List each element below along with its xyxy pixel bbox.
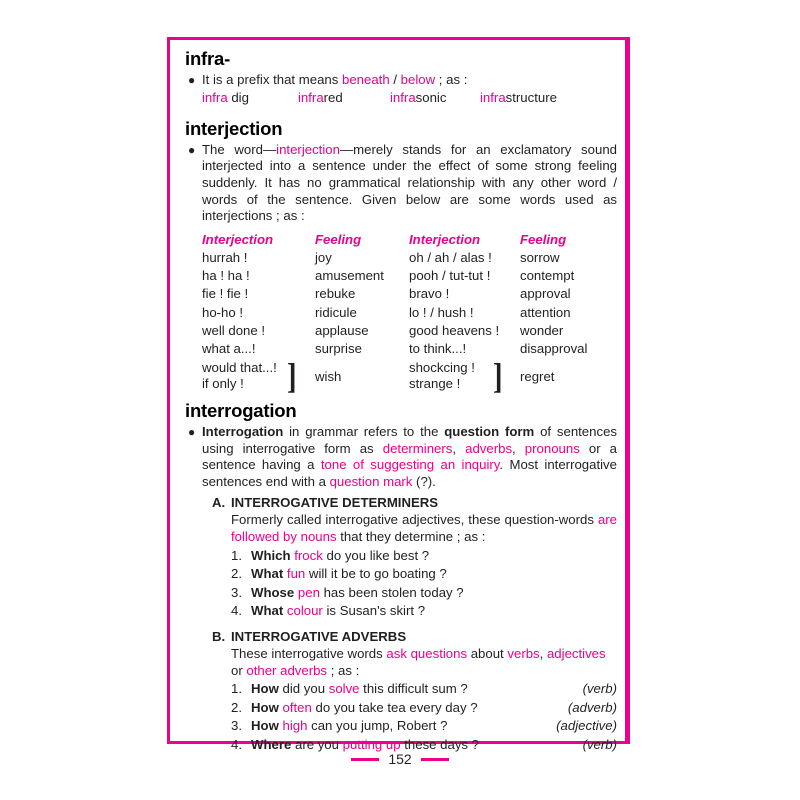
infra-example-3-prefix: infra — [390, 90, 416, 106]
example-highlight: putting up — [342, 736, 401, 752]
infra-example-4 — [480, 89, 557, 106]
subsection-a-intro-highlight: are followed by nouns — [231, 512, 617, 544]
example-note: (adjective) — [556, 718, 617, 734]
example-item — [231, 699, 617, 718]
example-text — [251, 699, 533, 718]
subsection-b-intro — [231, 646, 617, 679]
example-item — [231, 717, 617, 736]
footer-dash-left-icon — [351, 758, 379, 761]
example-item — [231, 547, 617, 566]
column-header-feeling-left: Feeling — [315, 231, 362, 247]
column-header-interjection-right: Interjection — [409, 231, 481, 247]
page-border-frame — [167, 37, 630, 752]
interrogation-t8: , — [512, 440, 525, 456]
subsection-a-letter: A. — [212, 495, 226, 511]
column-header-feeling-right: Feeling — [520, 231, 567, 247]
subsection-b-examples — [231, 680, 617, 754]
interrogation-t6: , — [452, 440, 466, 456]
example-rest: has been stolen today ? — [323, 584, 464, 600]
example-keyword: What — [251, 603, 284, 619]
subsection-a-examples — [231, 547, 617, 621]
example-number: 2. — [231, 566, 242, 582]
subsection-a-intro-3: that they determine ; as : — [336, 529, 486, 544]
infra-example-4-rest: structure — [505, 90, 557, 106]
interjection-term: bravo ! — [409, 286, 450, 302]
example-keyword: What — [251, 566, 284, 582]
interrogation-question-form: question form — [444, 424, 535, 440]
example-rest: this difficult sum ? — [359, 681, 468, 697]
example-rest: can you jump, Robert ? — [307, 718, 448, 734]
interjection-column-left-feelings — [315, 230, 409, 392]
example-number: 1. — [231, 681, 242, 697]
interjection-keyword: interjection — [276, 141, 340, 157]
subsection-b-intro-1: These interrogative words — [231, 645, 387, 661]
infra-tail: ; as : — [435, 71, 468, 87]
infra-example-3-rest: sonic — [415, 90, 447, 106]
subsection-b-verbs: verbs — [507, 645, 540, 661]
interrogation-t10: or a sentence having a — [202, 440, 618, 473]
subsection-a-title-row — [212, 494, 617, 512]
feeling-term: applause — [315, 322, 369, 338]
example-mid: are you — [294, 736, 343, 752]
feeling-term: ridicule — [315, 304, 357, 320]
interrogation-pronouns: pronouns — [524, 440, 580, 456]
example-note: (verb) — [582, 681, 617, 697]
interjection-bullet-row — [185, 142, 617, 225]
feeling-term: contempt — [520, 267, 575, 283]
heading-interjection: interjection — [185, 118, 283, 140]
feeling-term: disapproval — [520, 341, 588, 357]
example-keyword: How — [251, 699, 279, 715]
subsection-a — [212, 494, 617, 621]
interjection-term: fie ! fie ! — [202, 286, 249, 302]
bullet-dot-icon: ● — [188, 142, 196, 157]
example-keyword: Whose — [251, 584, 295, 600]
interjection-term: ho-ho ! — [202, 304, 244, 320]
example-keyword: Which — [251, 547, 291, 563]
interjection-term: what a...! — [202, 341, 256, 357]
group-brace-icon: ] — [287, 357, 297, 397]
interrogation-question-mark: question mark — [329, 473, 413, 489]
subsection-b-letter: B. — [212, 628, 226, 644]
subsection-b-title: INTERROGATIVE ADVERBS — [231, 628, 407, 644]
feeling-term: attention — [520, 304, 571, 320]
interjection-para-part2: —merely stands for an exclamatory sound interjected into a sentence under the effect of some strong feeling suddenly. It has no grammatical relationship with any other word / words of the sentence. Given below are some words used as interjections ; as : — [202, 141, 617, 224]
bullet-dot-icon: ● — [188, 72, 196, 87]
interrogation-tone-phrase: tone of suggesting an inquiry — [320, 457, 500, 473]
feeling-term-grouped: regret — [520, 369, 555, 385]
subsection-b-intro-5: , — [539, 645, 547, 661]
interjection-term: hurrah ! — [202, 249, 248, 265]
page-content — [185, 48, 617, 755]
example-number: 3. — [231, 718, 242, 734]
subsection-b-adjectives: adjectives — [546, 645, 606, 661]
example-keyword: How — [251, 718, 279, 734]
subsection-a-intro — [231, 512, 617, 545]
feeling-term-grouped: wish — [315, 369, 342, 385]
example-note: (adverb) — [567, 699, 617, 715]
interjection-table — [202, 230, 617, 397]
example-item — [231, 565, 617, 584]
example-item — [231, 602, 617, 621]
subsection-b-intro-9: ; as : — [327, 662, 360, 678]
subsection-a-title: INTERROGATIVE DETERMINERS — [231, 495, 439, 511]
example-mid: did you — [282, 681, 329, 697]
page-number: 152 — [388, 751, 412, 767]
heading-infra: infra- — [185, 48, 231, 69]
example-highlight: solve — [328, 681, 360, 697]
example-highlight: fun — [286, 566, 306, 582]
infra-sep: / — [389, 71, 401, 87]
example-highlight: frock — [294, 547, 323, 563]
subsection-b-ask-questions: ask questions — [386, 645, 468, 661]
interjection-column-left-terms — [202, 230, 315, 397]
example-keyword: How — [251, 681, 279, 697]
interrogation-t14: (?). — [412, 473, 436, 489]
infra-bullet-row — [185, 72, 617, 89]
example-rest: these days ? — [400, 736, 480, 752]
example-highlight: high — [282, 718, 308, 734]
infra-example-1-prefix: infra — [202, 90, 228, 106]
example-number: 2. — [231, 699, 242, 715]
infra-term-beneath: beneath — [342, 71, 390, 87]
example-text — [251, 547, 617, 566]
example-item — [231, 584, 617, 603]
interjection-para-part1: The word— — [202, 141, 277, 157]
feeling-term: rebuke — [315, 286, 356, 302]
example-number: 3. — [231, 584, 242, 600]
infra-example-2 — [298, 89, 390, 106]
infra-example-2-rest: red — [323, 90, 343, 106]
subsection-b-intro-3: about — [467, 645, 508, 661]
interrogation-bullet-row — [185, 424, 617, 490]
interjection-term: lo ! / hush ! — [409, 304, 474, 320]
heading-interrogation: interrogation — [185, 400, 297, 422]
example-keyword: Where — [251, 736, 292, 752]
subsection-b — [212, 628, 617, 755]
bullet-dot-icon: ● — [188, 425, 196, 440]
interjection-term: oh / ah / alas ! — [409, 249, 492, 265]
feeling-term: joy — [315, 249, 332, 265]
example-rest: do you take tea every day ? — [311, 699, 478, 715]
feeling-term: wonder — [520, 322, 564, 338]
footer-dash-right-icon — [421, 758, 449, 761]
example-number: 1. — [231, 547, 242, 563]
infra-bullet-text — [202, 72, 617, 89]
example-highlight: often — [282, 699, 312, 715]
interjection-term: to think...! — [409, 341, 467, 357]
feeling-term: sorrow — [520, 249, 560, 265]
interrogation-t2: in grammar refers to the — [283, 424, 445, 440]
infra-example-1 — [202, 89, 298, 106]
interjection-column-right-terms — [409, 230, 520, 397]
infra-example-4-prefix: infra — [480, 90, 506, 106]
interrogation-adverbs: adverbs — [465, 440, 513, 456]
group-brace-icon: ] — [493, 357, 503, 397]
example-text — [251, 584, 617, 603]
subsection-b-title-row — [212, 628, 617, 646]
example-number: 4. — [231, 603, 242, 619]
interjection-term: good heavens ! — [409, 322, 500, 338]
interjection-term-grouped: shockcing ! — [409, 360, 475, 376]
infra-examples-row — [202, 89, 617, 106]
interrogation-term: Interrogation — [202, 424, 284, 440]
infra-term-below: below — [400, 71, 436, 87]
interjection-paragraph — [202, 142, 617, 225]
interjection-term-grouped: would that...! — [202, 360, 277, 376]
subsection-a-intro-1: Formerly called interrogative adjectives, these question-words — [231, 512, 598, 528]
example-text — [251, 602, 617, 621]
example-rest: is Susan's skirt ? — [326, 603, 426, 619]
example-text — [251, 717, 533, 736]
infra-example-3 — [390, 89, 480, 106]
infra-lead: It is a prefix that means — [202, 71, 342, 87]
interjection-term-grouped: if only ! — [202, 375, 244, 391]
interjection-table-columns — [202, 230, 617, 397]
example-text — [251, 565, 617, 584]
interrogation-determiners: determiners — [382, 440, 453, 456]
example-highlight: pen — [297, 584, 320, 600]
interrogation-t12: . Most interrogative sentences end with a — [202, 457, 617, 489]
example-note: (verb) — [582, 736, 617, 752]
example-highlight: colour — [286, 603, 323, 619]
feeling-term: amusement — [315, 267, 384, 283]
example-rest: will it be to go boating ? — [308, 566, 447, 582]
infra-example-2-prefix: infra — [298, 90, 324, 106]
example-rest: do you like best ? — [326, 547, 430, 563]
example-number: 4. — [231, 736, 242, 752]
subsection-b-other-adverbs: other adverbs — [246, 662, 328, 678]
infra-example-1-rest: dig — [227, 90, 249, 106]
interjection-term: pooh / tut-tut ! — [409, 267, 491, 283]
page-footer — [0, 752, 800, 766]
feeling-term: surprise — [315, 341, 362, 357]
feeling-term: approval — [520, 286, 571, 302]
interrogation-t4: of sentences using interrogative form as — [202, 424, 618, 456]
subsection-b-intro-7: or — [231, 662, 247, 678]
example-text — [251, 680, 533, 699]
interjection-column-right-feelings — [520, 230, 587, 392]
interjection-term: well done ! — [202, 322, 266, 338]
interjection-term: ha ! ha ! — [202, 267, 250, 283]
column-header-interjection-left: Interjection — [202, 231, 274, 247]
example-item — [231, 680, 617, 699]
interjection-term-grouped: strange ! — [409, 375, 461, 391]
interrogation-paragraph — [202, 424, 617, 490]
